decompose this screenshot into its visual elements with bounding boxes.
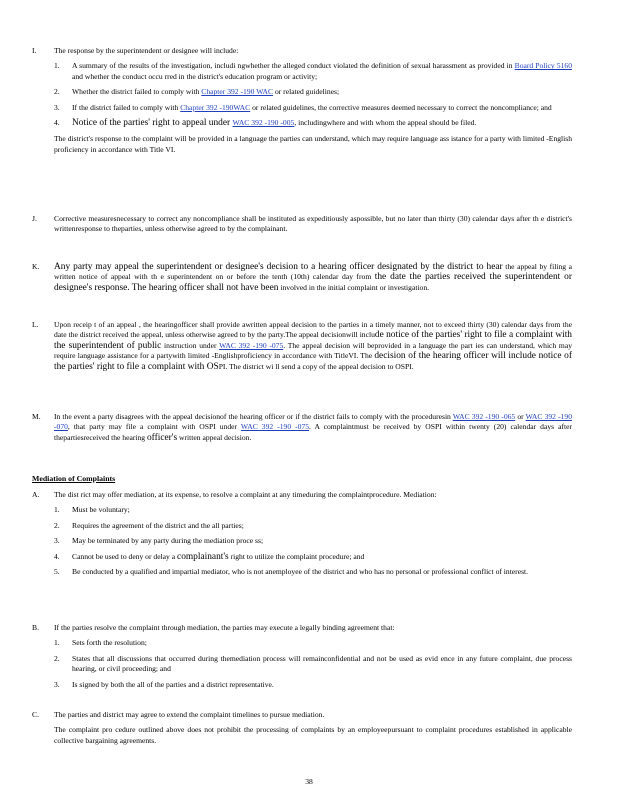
page-number: 38	[305, 777, 313, 786]
list-item: 4. Notice of the parties' right to appeal under WAC 392 -190 -005, includingwhere and with whom the appeal should be filed.	[54, 118, 477, 129]
chapter-392-190-wac-link[interactable]: Chapter 392 -190WAC	[180, 102, 251, 112]
wac-392-190-070-link[interactable]: WAC 392 -190 -070	[54, 412, 572, 432]
section-closing: The district's response to the complaint will be provided in a language the parties can understand, which may require language ass istance for a party with limited -English proficiency in accordance with Title VI.	[54, 134, 573, 154]
list-item: 3. May be terminated by any party during the mediation proce ss;	[54, 536, 264, 546]
list-item: 2. Whether the district failed to comply with Chapter 392 -190 WAC or related guidelines;	[54, 87, 340, 97]
section-intro: The response by the superintendent or designee will include:	[54, 46, 239, 55]
chapter-392-190-wac-link[interactable]: Chapter 392 -190 WAC	[201, 87, 274, 97]
wac-392-190-075-link[interactable]: WAC 392 -190 -075	[219, 340, 284, 350]
appeal-lead: Any party may appeal the superintendent or designee's decision to a hearing officer designated by the district to hear	[54, 262, 503, 272]
section-marker: C.	[32, 710, 39, 719]
list-item: 5. Be conducted by a qualified and impartial mediator, who is not anemployee of the district and who has no personal or professional conflict of interest.	[54, 567, 529, 577]
list-item: 2. States that all discussions that occurred during themediation process will remainconfidential and not be used as evid ence in any future complaint, due process hearing, or civil proceeding; and	[54, 653, 572, 674]
section-marker: B.	[32, 623, 39, 632]
section-i	[32, 46, 572, 155]
section-a	[32, 490, 572, 577]
section-l: L. Upon receip t of an appeal , the hearingofficer shall provide awritten appeal decision to the parties in a timely manner, not to exceed thirty (30) calendar days from the date the district received the appeal, unless otherwise agreed to by the party.The appeal decisionwill include notice of the parties' right to file a complaint with the superintendent of public instruction under WAC 392 -190 -075. The appeal decision will beprovided in a language the part ies can understand, which may require language assistance for a partywith limited -Englishproficiency in accordance with TitleVI. The decision of the hearing officer will include notice of the parties' right to file a complaint with OSPI. The district wi ll send a copy of the appeal decision to OSPI.	[32, 320, 572, 372]
board-policy-link[interactable]: Board Policy 5160	[514, 61, 572, 71]
wac-392-190-065-link[interactable]: WAC 392 -190 -065	[452, 412, 516, 421]
wac-392-190-005-link[interactable]: WAC 392 -190 -005	[232, 118, 295, 128]
list-item: 1. Must be voluntary;	[54, 505, 130, 515]
list-item: 3. Is signed by both the all of the parties and a district representative.	[54, 679, 274, 689]
section-marker: I.	[32, 46, 37, 55]
section-marker: M.	[32, 412, 41, 421]
section-marker: L.	[32, 320, 39, 329]
section-text: Corrective measuresnecessary to correct any noncompliance shall be instituted as expeditiously aspossible, but no later than thirty (30) calendar days after th e district's writtenresponse to theparties, unless otherwise agreed to by the complainant.	[54, 214, 572, 234]
wac-392-190-075-link[interactable]: WAC 392 -190 -075	[240, 422, 310, 432]
list-item: 3. If the district failed to comply with Chapter 392 -190WAC or related guidelines, the corrective measures deemed necessary to correct the noncompliance; and	[54, 102, 552, 112]
section-k: K. Any party may appeal the superintendent or designee's decision to a hearing officer designated by the district to hear the appeal by filing a written notice of appeal with th e superintendent on or before the tenth (10th) calendar day from the date the parties received the superintendent or designee's response. The hearing officer shall not have been involved in the initial complaint or investigation.	[32, 262, 572, 293]
list-item: 4. Cannot be used to deny or delay a complainant's right to utilize the complaint procedure; and	[54, 551, 365, 562]
section-marker: A.	[32, 490, 40, 499]
section-b	[32, 623, 572, 690]
section-intro: The dist rict may offer mediation, at its expense, to resolve a complaint at any timeduring the complaintprocedure. Mediation:	[54, 490, 437, 499]
section-intro: If the parties resolve the complaint through mediation, the parties may execute a legally binding agreement that:	[54, 623, 395, 632]
list-item: 2. Requires the agreement of the district and the all parties;	[54, 520, 244, 530]
section-heading: Mediation of Complaints	[32, 474, 116, 483]
section-j	[32, 214, 572, 235]
section-m: M. In the event a party disagrees with the appeal decisionof the hearing officer or if the district fails to comply with the proceduresin WAC 392 -190 -065 or WAC 392 -190 -070, that party may file a complaint with OSPI under WAC 392 -190 -075. A complaintmust be received by OSPI within twenty (20) calendar days after thepartiesreceived the hearing officer's written appeal decision.	[32, 412, 572, 443]
section-marker: J.	[32, 214, 37, 223]
list-item: 1. Sets forth the resolution;	[54, 638, 147, 648]
list-item: 1. A summary of the results of the investigation, includi ngwhether the alleged conduct violated the definition of sexual harassment as provided in Board Policy 5160 and whether the conduct occu rred in the district's education program or activity;	[54, 61, 572, 81]
section-marker: K.	[32, 262, 40, 271]
section-c: C. The parties and district may agree to extend the complaint timelines to pursue mediation. The complaint pro cedure outlined above does not prohibit the processing of complaints by an employeepursuant to complaint procedures established in applicable collective bargaining agreements.	[32, 710, 572, 745]
